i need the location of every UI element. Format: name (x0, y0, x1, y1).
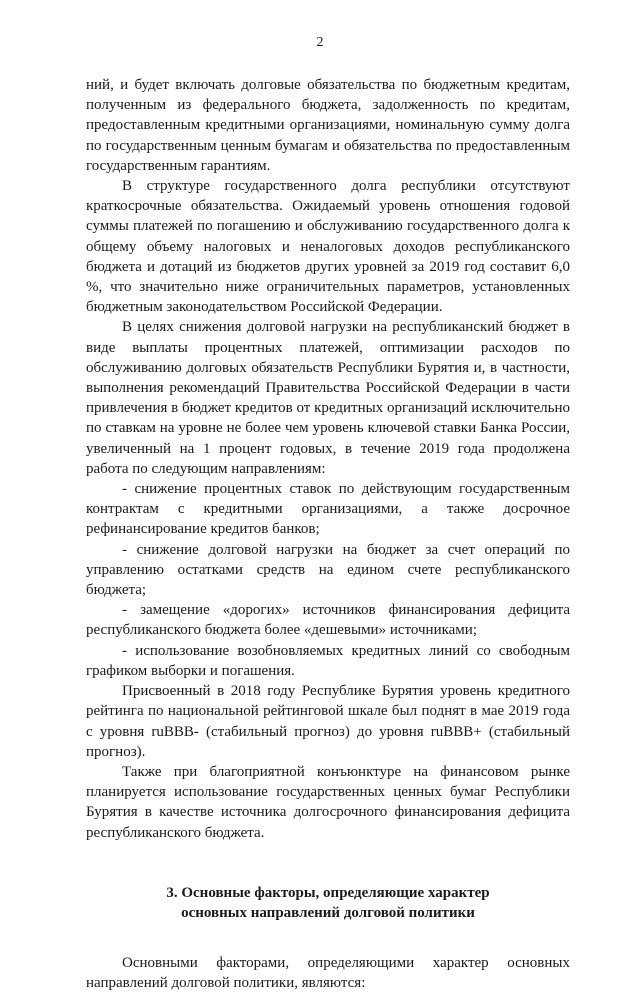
paragraph: В целях снижения долговой нагрузки на республиканский бюджет в виде выплаты процентных платежей, оптимизации расходов по обслуживанию долговых обязательств Республики Бурятия и, в частности, выполнения рекомендаций Правительства Российской Федерации в части привлечения в бюджет кредитов от кредитных организаций исключительно по ставкам на уровне не более чем уровень ключевой ставки Банка России, увеличенный на 1 процент годовых, в течение 2019 года продолжена работа по следующим направлениям: (86, 319, 570, 477)
page-number: 2 (316, 35, 324, 50)
section-heading-line: 3. Основные факторы, определяющие характер (166, 884, 490, 901)
paragraph: В структуре государственного долга республики отсутствуют краткосрочные обязательства. Ожидаемый уровень отношения годовой суммы платежей по погашению и обслуживанию государственного долга к общему объему налоговых и неналоговых доходов республиканского бюджета и дотаций из бюджетов других уровней за 2019 год составит 6,0 %, что значительно ниже ограничительных параметров, установленных бюджетным законодательством Российской Федерации. (86, 178, 570, 316)
paragraph: Основными факторами, определяющими характер основных направлений долговой политики, являются: (86, 954, 570, 991)
list-item: - снижение процентных ставок по действующим государственным контрактам с кредитными организациями, а также досрочное рефинансирование кредитов банков; (86, 481, 570, 538)
paragraph: ний, и будет включать долговые обязательства по бюджетным кредитам, полученным из федерального бюджета, задолженность по кредитам, предоставленным кредитными организациями, номинальную сумму долга по государственным ценным бумагам и обязательства по предоставленным государственным гарантиям. (86, 77, 570, 174)
section-heading (86, 883, 570, 923)
paragraph: Присвоенный в 2018 году Республике Бурятия уровень кредитного рейтинга по национальной рейтинговой шкале был поднят в мае 2019 года с уровня ruBBB- (стабильный прогноз) до уровня ruBBB+ (стабильный прогноз). (86, 683, 570, 760)
list-item: - использование возобновляемых кредитных линий со свободным графиком выборки и погашения. (86, 642, 570, 679)
list-item: - снижение долговой нагрузки на бюджет за счет операций по управлению остатками средств на едином счете республиканского бюджета; (86, 541, 570, 599)
section-heading-line: основных направлений долговой политики (181, 904, 475, 921)
paragraph: Также при благоприятной конъюнктуре на финансовом рынке планируется использование государственных ценных бумаг Республики Бурятия в качестве источника долгосрочного финансирования дефицита республиканского бюджета. (86, 763, 570, 841)
list-item: - замещение «дорогих» источников финансирования дефицита республиканского бюджета более «дешевыми» источниками; (86, 602, 570, 639)
document-body (86, 75, 570, 993)
